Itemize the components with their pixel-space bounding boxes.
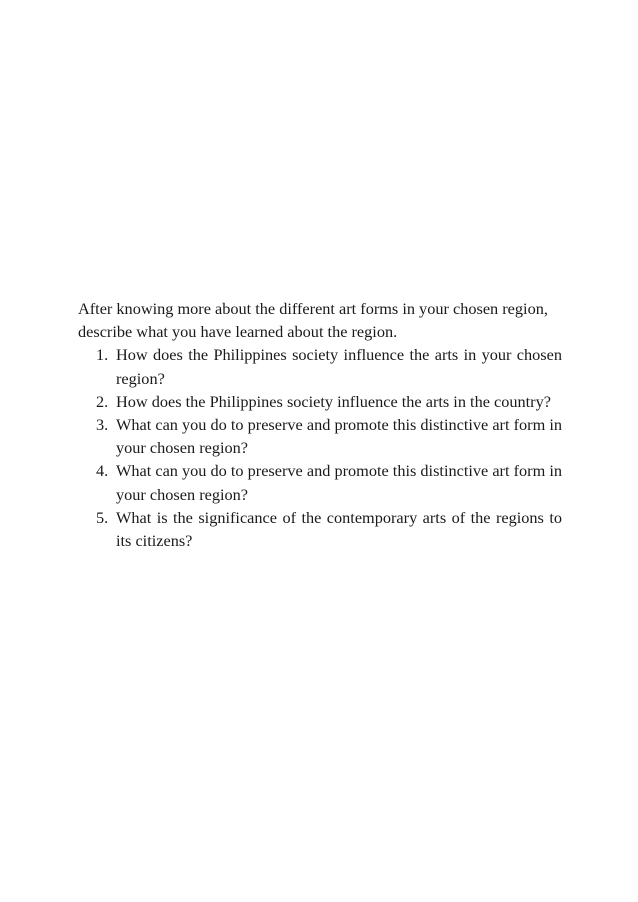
question-item <box>78 506 562 552</box>
question-number: 4. <box>96 461 109 481</box>
document-body <box>78 297 562 552</box>
question-list <box>78 343 562 552</box>
question-item <box>78 413 562 459</box>
question-text: How does the Philippines society influence the arts in the country? <box>116 391 551 411</box>
question-number: 2. <box>96 391 109 411</box>
question-item <box>78 459 562 505</box>
question-number: 5. <box>96 507 109 527</box>
intro-paragraph: After knowing more about the different art forms in your chosen region, describe what you have learned about the region. <box>78 299 548 342</box>
question-text: How does the Philippines society influence the arts in your chosen region? <box>116 345 562 388</box>
question-text: What can you do to preserve and promote this distinctive art form in your chosen region? <box>116 415 562 458</box>
question-text: What can you do to preserve and promote this distinctive art form in your chosen region? <box>116 461 562 504</box>
question-item <box>78 343 562 389</box>
question-number: 3. <box>96 415 109 435</box>
question-number: 1. <box>96 345 109 365</box>
question-text: What is the significance of the contemporary arts of the regions to its citizens? <box>116 507 562 551</box>
question-item <box>78 390 562 413</box>
